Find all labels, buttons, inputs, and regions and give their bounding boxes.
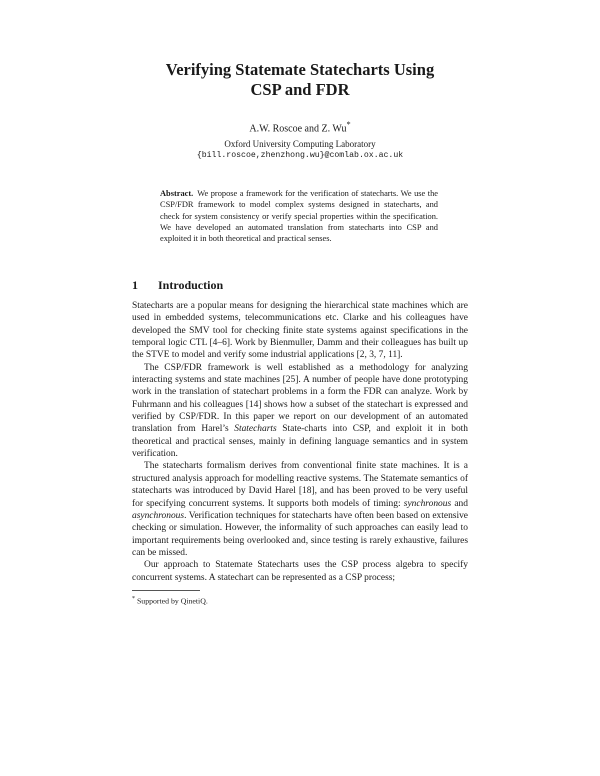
paragraph-3-text-b: . Verification techniques for statecharts have often been based on extensive checking or simulation. However, the informality of such approaches can easily lead to important requirements being overlooked and, since testing is rarely exhaustive, failures can be missed. [132,510,468,558]
section-heading [132,278,223,292]
footnote-mark: * [132,596,135,602]
paragraph-2-emphasis: Statecharts [234,424,277,435]
paragraph-2-text-b: State-charts into CSP, and exploit it in both theoretical and practical senses, mainly in defining language semantics and in system verification. [132,424,468,460]
title-line-1: Verifying Statemate Statecharts Using [165,60,435,79]
paragraph-2-text-a: The CSP/FDR framework is well established as a methodology for analyzing interacting systems and state machines [25]. A number of people have done prototyping work in the translation of statechart problems in a form the FDR can analyze. Work by Fuhrmann and his colleagues [14] shows how a subset of the statechart is expressed and verified by CSP/FDR. In this paper we report on our development of an automated translation from Harel’s [132,362,468,435]
section-title: Introduction [158,278,224,292]
paragraph-4 [132,559,468,584]
body-text [132,300,468,584]
abstract-label: Abstract. [160,189,194,198]
author-list [0,118,600,135]
paragraph-3-emphasis-1: synchronous [403,498,452,509]
paragraph-3-emphasis-2: asynchronous [132,510,185,521]
paragraph-4-text: Our approach to Statemate Statecharts uses the CSP process algebra to specify concurrent systems. A statechart can be represented as a CSP process; [132,560,468,583]
section-number: 1 [132,278,138,292]
footnote [132,594,208,607]
footnote-divider [132,590,200,591]
affiliation: Oxford University Computing Laboratory [224,139,376,149]
paragraph-3-text-mid: and [451,498,468,509]
abstract [160,188,438,244]
paragraph-1-text: Statecharts are a popular means for designing the hierarchical state machines which are used in embedded systems, telecommunications etc. Clarke and his colleagues have developed the SMV tool for checking finite state systems against specifications in the temporal logic CTL [4–6]. Work by Bienmuller, Damm and their colleagues has built up the STVE to model and verify some industrial applications [2, 3, 7, 11]. [132,301,468,361]
footnote-text: Supported by QinetiQ. [136,596,208,606]
author-emails: {bill.roscoe,zhenzhong.wu}@comlab.ox.ac.uk [196,151,404,160]
title-line-2: CSP and FDR [250,80,350,99]
paragraph-1 [132,300,468,362]
abstract-text: We propose a framework for the verification of statecharts. We use the CSP/FDR framework to model complex systems designed in statecharts, and check for system consistency or verify special properties within the specification. We have developed an automated translation from statecharts into CSP and exploited it in both theoretical and practical senses. [160,189,438,244]
affiliation-block [0,138,600,162]
paper-title [0,60,600,100]
paragraph-2 [132,362,468,461]
paragraph-3-text-a: The statecharts formalism derives from conventional finite state machines. It is a structured analysis approach for modelling reactive systems. The Statemate semantics of statecharts was introduced by David Harel [18], and has been proved to be very useful for specifying concurrent systems. It supports both models of timing: [132,461,468,509]
authors-text: A.W. Roscoe and Z. Wu [249,123,347,135]
author-footnote-mark: * [346,120,351,129]
paragraph-3 [132,460,468,559]
